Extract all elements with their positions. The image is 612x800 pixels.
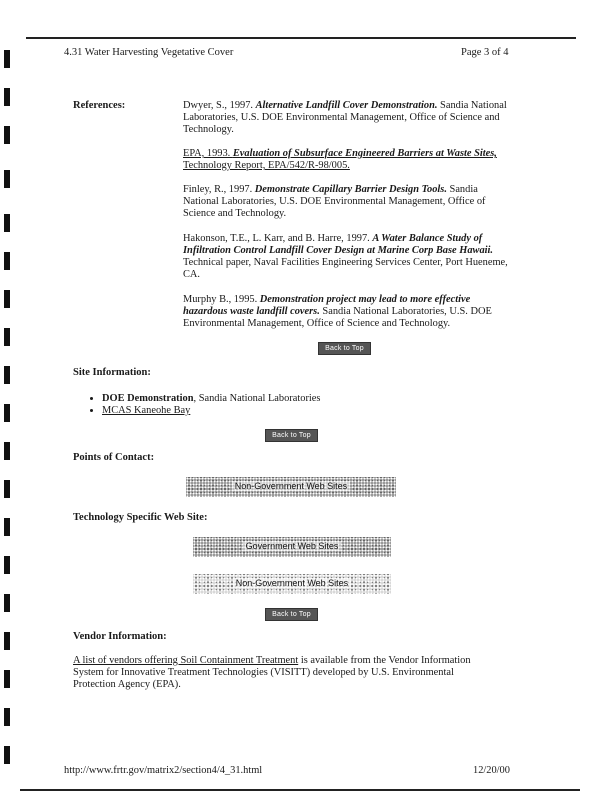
punch-mark [4, 328, 10, 346]
reference-item [183, 294, 513, 330]
site-link[interactable]: MCAS Kaneohe Bay [102, 405, 191, 416]
back-to-top-button[interactable]: Back to Top [318, 342, 371, 355]
reference-author: Hakonson, T.E., L. Karr, and B. Harre, 1997. [183, 233, 373, 244]
bottom-rule [20, 789, 580, 791]
punch-mark [4, 214, 10, 232]
reference-author: Murphy B., 1995. [183, 294, 260, 305]
back-to-top-button[interactable]: Back to Top [265, 608, 318, 621]
points-of-contact-heading: Points of Contact: [73, 452, 155, 463]
punch-mark [4, 594, 10, 612]
reference-source: Sandia National Laboratories, U.S. DOE Environmental Management, Office of Science and Technology. [183, 100, 507, 135]
reference-source: Technical paper, Naval Facilities Engineering Services Center, Port Hueneme, CA. [183, 257, 508, 280]
punch-mark [4, 252, 10, 270]
reference-author[interactable]: EPA, 1993. [183, 148, 233, 159]
reference-source: Sandia National Laboratories, U.S. DOE Environmental Management, Office of Science and Technology. [183, 306, 492, 329]
non-government-web-sites-button[interactable] [193, 574, 391, 594]
list-item[interactable] [102, 405, 320, 417]
reference-item[interactable] [183, 148, 513, 172]
reference-source-link[interactable]: Technology Report, EPA/542/R-98/005. [183, 160, 350, 171]
page-header-title: 4.31 Water Harvesting Vegetative Cover [64, 47, 234, 58]
contacts-button[interactable] [186, 477, 396, 497]
footer-url: http://www.frtr.gov/matrix2/section4/4_31.html [64, 765, 263, 776]
vendor-information-heading: Vendor Information: [73, 631, 167, 642]
vendor-paragraph [73, 655, 493, 691]
punch-mark [4, 290, 10, 308]
vendor-list-link[interactable]: A list of vendors offering Soil Containment Treatment [73, 655, 299, 666]
reference-title-link[interactable]: Evaluation of Subsurface Engineered Barriers at Waste Sites, [232, 148, 497, 159]
government-web-sites-label: Government Web Sites [243, 541, 342, 551]
reference-title: A Water Balance Study of Infiltration Control Landfill Cover Design at Marine Corp Base Hawaii. [183, 233, 494, 256]
site-list [90, 393, 320, 417]
reference-title: Alternative Landfill Cover Demonstration. [255, 100, 438, 111]
reference-author: Finley, R., 1997. [183, 184, 255, 195]
government-web-sites-button[interactable] [193, 537, 391, 557]
reference-title: Demonstrate Capillary Barrier Design Tools. [254, 184, 447, 195]
punch-mark [4, 518, 10, 536]
punch-mark [4, 50, 10, 68]
reference-item [183, 184, 513, 220]
back-to-top-button[interactable]: Back to Top [265, 429, 318, 442]
top-rule [26, 37, 576, 39]
punch-mark [4, 708, 10, 726]
reference-item [183, 100, 513, 136]
punch-mark [4, 670, 10, 688]
non-government-web-sites-label: Non-Government Web Sites [233, 578, 351, 588]
tech-web-site-heading: Technology Specific Web Site: [73, 512, 208, 523]
reference-item [183, 233, 513, 281]
punch-mark [4, 442, 10, 460]
punch-mark [4, 632, 10, 650]
punch-mark [4, 170, 10, 188]
site-location: , Sandia National Laboratories [193, 393, 321, 404]
punch-mark [4, 556, 10, 574]
site-information-heading: Site Information: [73, 367, 151, 378]
list-item[interactable] [102, 393, 320, 405]
site-link-bold[interactable]: DOE Demonstration [102, 393, 194, 404]
reference-source: Sandia National Laboratories, U.S. DOE Environmental Management, Office of Science and Technology. [183, 184, 486, 219]
reference-author: Dwyer, S., 1997. [183, 100, 256, 111]
vendor-description: is available from the Vendor Information System for Innovative Treatment Technologies (VISITT) developed by U.S. Environmental Protection Agency (EPA). [73, 655, 471, 690]
references-heading: References: [73, 100, 126, 111]
punch-mark [4, 404, 10, 422]
contacts-button-label: Non-Government Web Sites [232, 481, 350, 491]
reference-title: Demonstration project may lead to more effective hazardous waste landfill covers. [183, 294, 471, 317]
footer-date: 12/20/00 [473, 765, 510, 776]
punch-mark [4, 366, 10, 384]
punch-mark [4, 126, 10, 144]
page-number: Page 3 of 4 [461, 47, 509, 58]
punch-mark [4, 480, 10, 498]
punch-mark [4, 746, 10, 764]
punch-mark [4, 88, 10, 106]
